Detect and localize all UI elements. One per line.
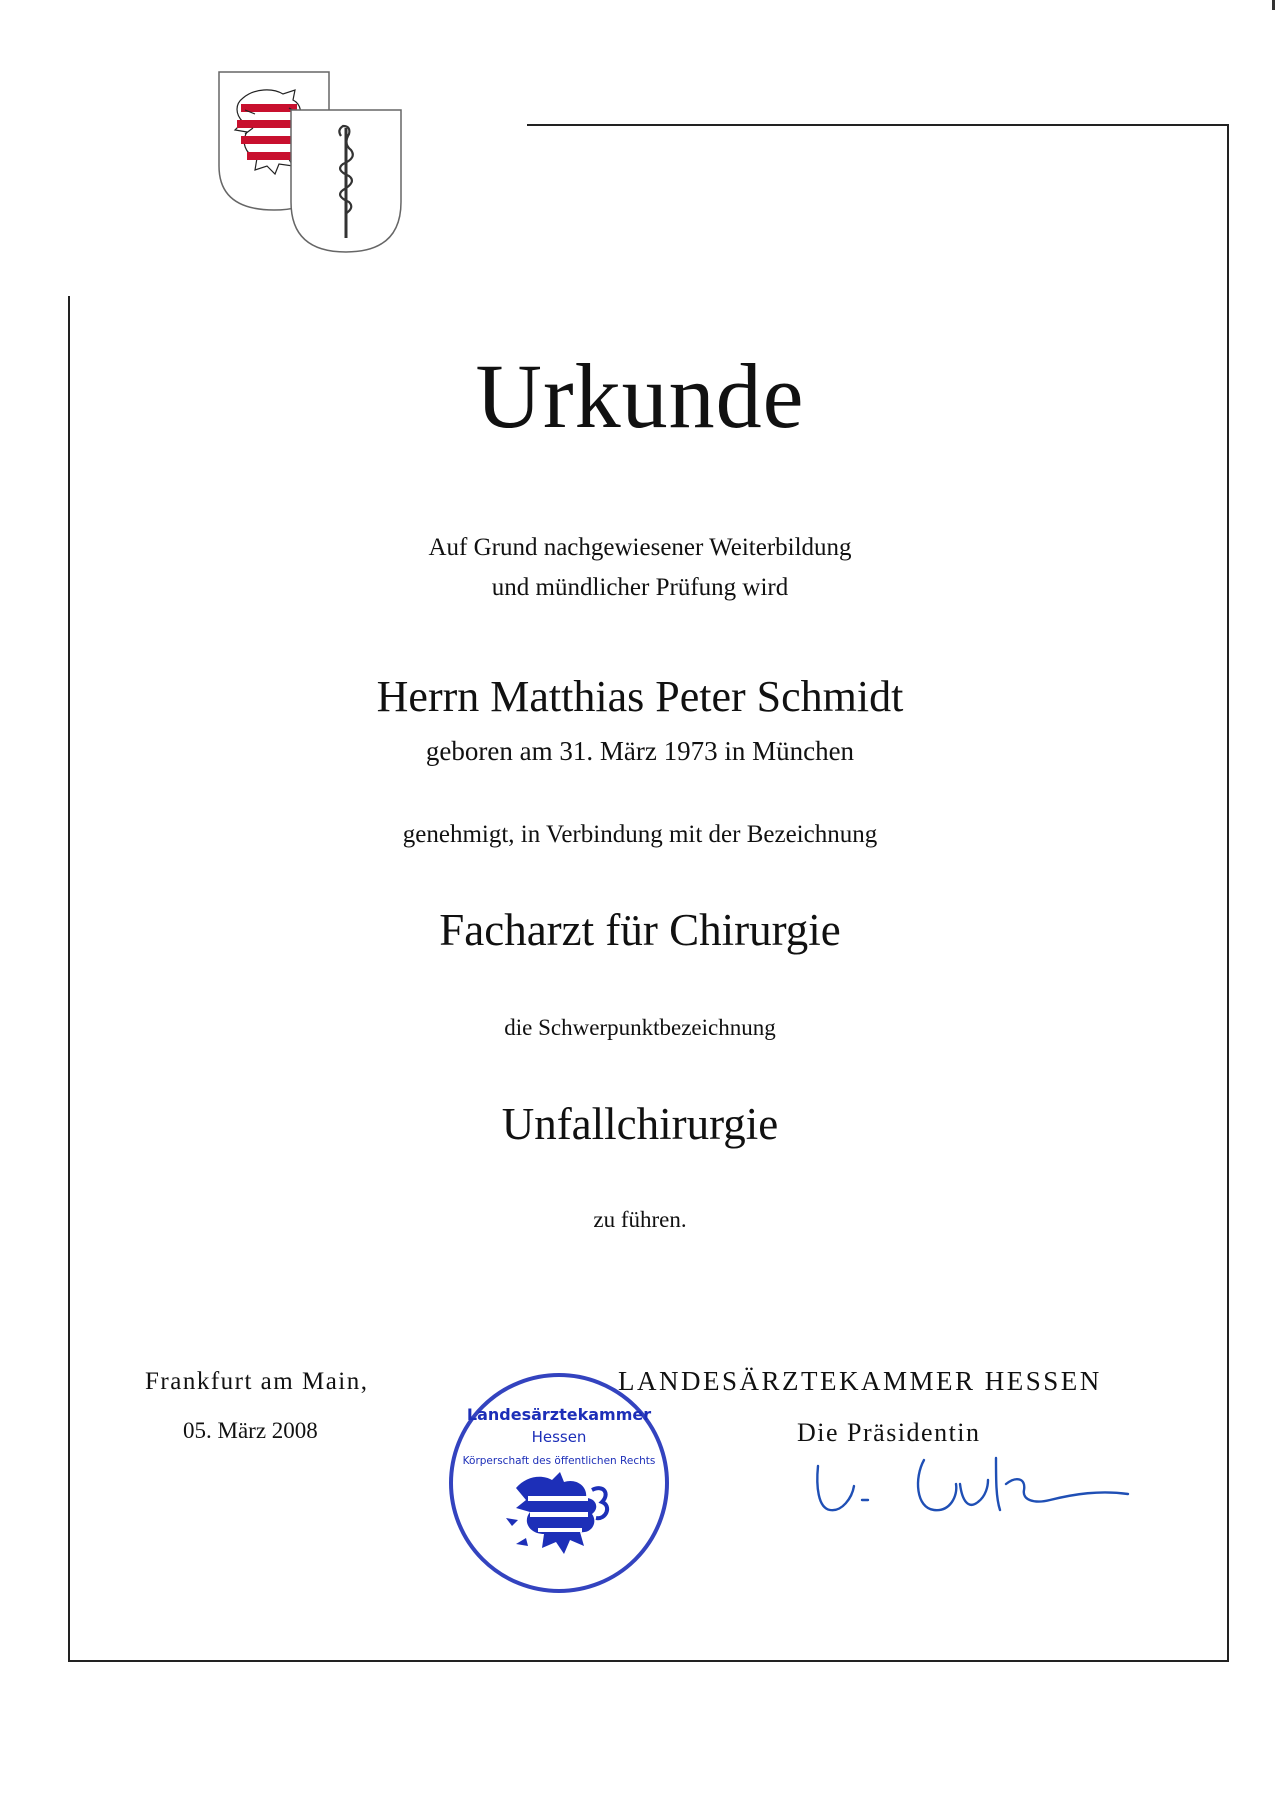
stamp-line-2: Hessen [531, 1428, 587, 1446]
document-title: Urkunde [475, 345, 805, 447]
frame-bottom-line [68, 1660, 1229, 1662]
president-signature [810, 1450, 1140, 1540]
intro-line-2: und mündlicher Prüfung wird [491, 574, 789, 601]
issuer-name: LANDESÄRZTEKAMMER HESSEN [618, 1366, 1102, 1396]
hesse-lion-icon [506, 1472, 607, 1554]
frame-top-line [527, 124, 1229, 126]
stamp-line-1: Landesärztekammer [466, 1405, 652, 1424]
recipient-name: Herrn Matthias Peter Schmidt [376, 672, 904, 721]
birth-info: geboren am 31. März 1973 in München [425, 736, 855, 766]
frame-left-line [68, 296, 70, 1662]
focus-label: die Schwerpunktbezeichnung [504, 1015, 776, 1040]
rod-of-asclepius-shield [291, 110, 401, 252]
crest-icon [215, 70, 405, 260]
specialty-title: Facharzt für Chirurgie [439, 905, 841, 955]
approval-text: genehmigt, in Verbindung mit der Bezeichnung [402, 821, 878, 848]
signatory-role: Die Präsidentin [797, 1418, 981, 1447]
closing-text: zu führen. [593, 1207, 687, 1232]
stamp-line-3: Körperschaft des öffentlichen Rechts [462, 1455, 656, 1467]
intro-line-1: Auf Grund nachgewiesener Weiterbildung [428, 534, 852, 561]
focus-title: Unfallchirurgie [501, 1099, 779, 1149]
official-stamp [446, 1370, 672, 1596]
scan-artifact [1272, 0, 1275, 10]
issue-place: Frankfurt am Main, [145, 1368, 369, 1395]
intro-text [0, 528, 1280, 608]
issue-date: 05. März 2008 [183, 1418, 318, 1443]
